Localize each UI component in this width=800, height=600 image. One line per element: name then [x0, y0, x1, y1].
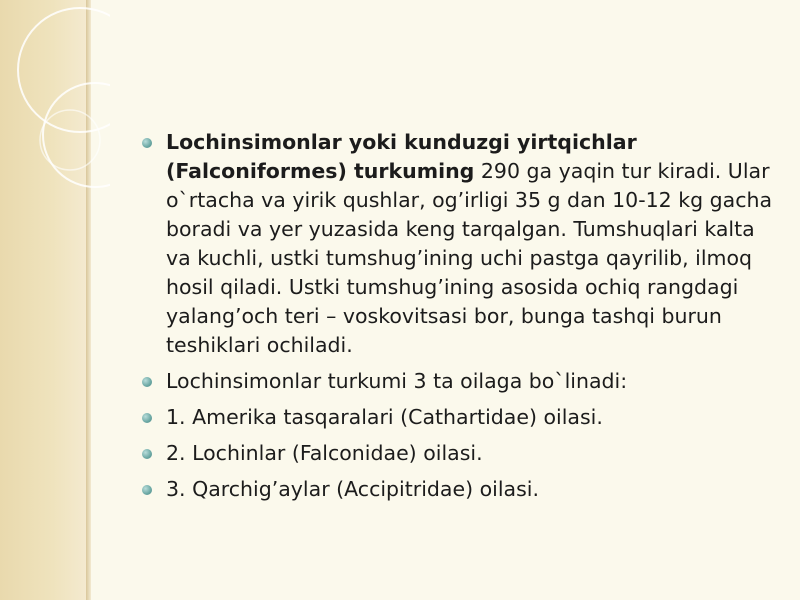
- bullet-dot-icon: [142, 138, 152, 148]
- bullet-text: 2. Lochinlar (Falconidae) oilasi.: [166, 441, 483, 465]
- bullet-dot-icon: [142, 413, 152, 423]
- slide-content: [140, 128, 780, 511]
- bullet-text: 1. Amerika tasqaralari (Cathartidae) oilasi.: [166, 405, 603, 429]
- bullet-item: [140, 439, 780, 468]
- bullet-item: [140, 403, 780, 432]
- bullet-dot-icon: [142, 377, 152, 387]
- bullet-dot-icon: [142, 485, 152, 495]
- bullet-text: Lochinsimonlar turkumi 3 ta oilaga bo`linadi:: [166, 369, 628, 393]
- bullet-text: 3. Qarchig’aylar (Accipitridae) oilasi.: [166, 477, 539, 501]
- bullet-text: 290 ga yaqin tur kiradi. Ular o`rtacha va yirik qushlar, og’irligi 35 g dan 10-12 kg gacha boradi va yer yuzasida keng tarqalgan. Tumshuqlari kalta va kuchli, ustki tumshug’ining uchi pastga qayrilib, ilmoq hosil qiladi. Ustki tumshug’ining asosida ochiq rangdagi yalang’och teri – voskovitsasi bor, bunga tashqi burun teshiklari ochiladi.: [166, 159, 773, 357]
- bullet-list: [140, 128, 780, 504]
- bullet-item: [140, 475, 780, 504]
- bullet-bold-text: Lochinsimonlar yoki kunduzgi yirtqichlar (Falconiformes) turkuming: [166, 130, 637, 183]
- bullet-item: [140, 367, 780, 396]
- bullet-dot-icon: [142, 449, 152, 459]
- decorative-circles: [0, 0, 110, 260]
- bullet-item: [140, 128, 780, 360]
